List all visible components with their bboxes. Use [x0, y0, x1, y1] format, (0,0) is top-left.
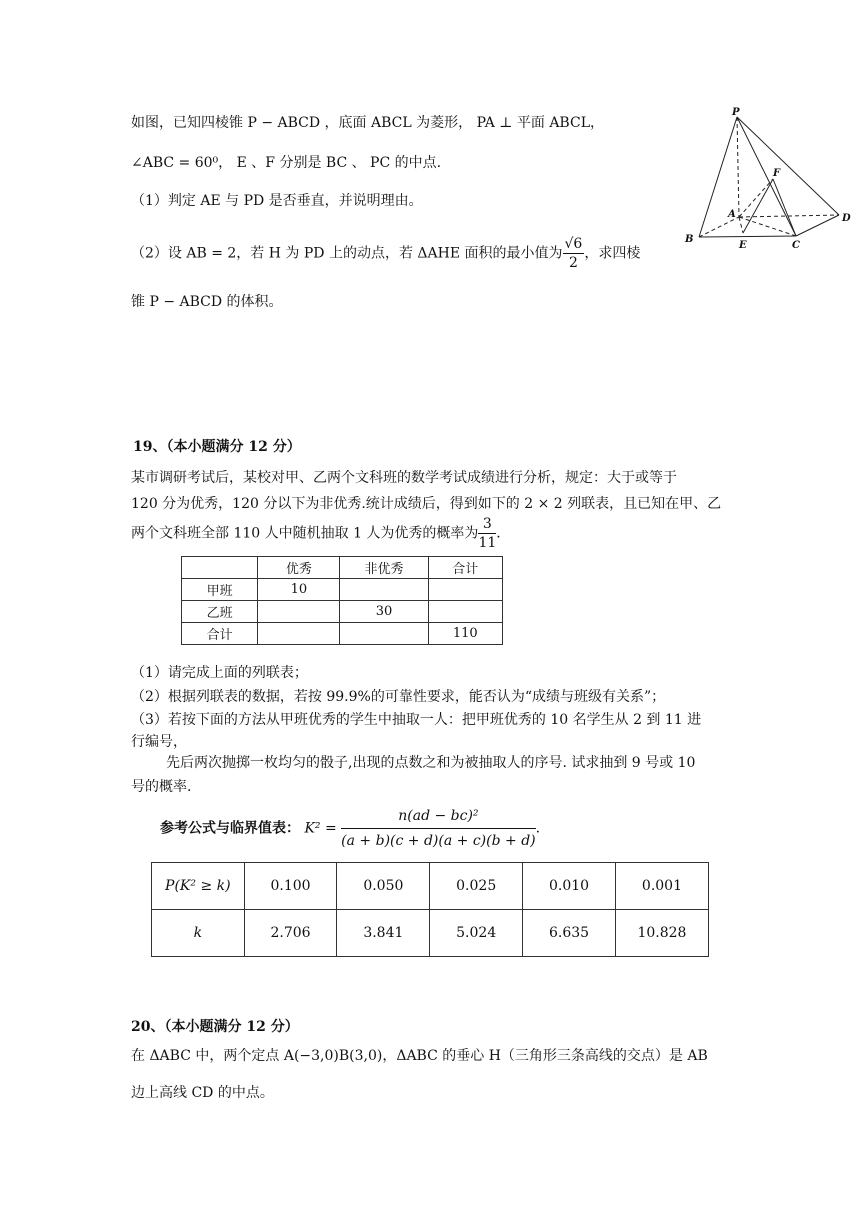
table-cell: 合计 — [428, 557, 502, 579]
q19-sub3a: （3）若按下面的方法从甲班优秀的学生中抽取一人：把甲班优秀的 10 名学生从 2 到 11 进 — [131, 712, 702, 728]
table-cell: 3.841 — [337, 910, 430, 957]
table-cell: 0.010 — [523, 863, 616, 910]
q19-para2: 120 分为优秀，120 分以下为非优秀.统计成绩后，得到如下的 2 × 2 列联表，且已知在甲、乙 — [131, 496, 722, 512]
q18-line1: 如图，已知四棱锥 P − ABCD ，底面 ABCL 为菱形， PA ⊥ 平面 ABCL， — [131, 115, 604, 131]
q19-sub3b: 行编号， — [131, 734, 187, 750]
table-cell — [428, 579, 502, 601]
table-cell: P(K² ≥ k) — [152, 863, 245, 910]
q19-formula — [160, 804, 540, 853]
formula-den: (a + b)(c + d)(a + c)(b + d) — [341, 833, 536, 849]
q19-para1: 某市调研考试后，某校对甲、乙两个文科班的数学考试成绩进行分析，规定：大于或等于 — [131, 470, 677, 486]
label-E: E — [739, 240, 747, 251]
q19-sub2: （2）根据列联表的数据，若按 99.9%的可靠性要求，能否认为“成绩与班级有关系”； — [131, 689, 666, 705]
table-row — [182, 601, 503, 623]
table-cell — [340, 579, 428, 601]
table-cell: 甲班 — [182, 579, 258, 601]
label-B: B — [685, 234, 694, 245]
table-cell: 30 — [340, 601, 428, 623]
formula-end: . — [535, 820, 541, 837]
table-cell: 110 — [428, 623, 502, 645]
q19-heading: 19、（本小题满分 12 分） — [133, 439, 301, 455]
table-cell: 10.828 — [615, 910, 708, 957]
pyramid-figure — [682, 105, 854, 255]
table-cell: 优秀 — [258, 557, 340, 579]
q19-prob-end: . — [496, 525, 501, 542]
table-cell: 合计 — [182, 623, 258, 645]
formula-lhs: K² = — [304, 820, 337, 837]
q19-prob-num: 3 — [478, 515, 496, 534]
table-cell: 0.025 — [430, 863, 523, 910]
label-P: P — [732, 107, 740, 118]
critical-value-table — [151, 862, 709, 957]
table-row — [182, 623, 503, 645]
q20-line2: 边上高线 CD 的中点。 — [131, 1085, 274, 1101]
label-F: F — [773, 168, 781, 179]
table-row — [152, 910, 709, 957]
q20-line1: 在 ΔABC 中，两个定点 A(−3,0)B(3,0)，ΔABC 的垂心 H（三角形三条高线的交点）是 AB — [131, 1048, 708, 1064]
table-cell — [258, 601, 340, 623]
q18-fraction-num: √6 — [564, 236, 583, 252]
table-cell: 10 — [258, 579, 340, 601]
q19-sub3d: 号的概率. — [131, 779, 192, 795]
q18-fraction — [563, 235, 585, 272]
q19-para3 — [131, 515, 501, 552]
table-row — [182, 557, 503, 579]
label-D: D — [842, 213, 851, 224]
table-cell: 乙班 — [182, 601, 258, 623]
q18-item2-end: ，求四棱 — [584, 245, 641, 262]
q18-fraction-den: 2 — [568, 255, 578, 271]
table-cell — [182, 557, 258, 579]
q18-item1: （1）判定 AE 与 PD 是否垂直，并说明理由。 — [131, 193, 423, 209]
formula-fraction — [341, 804, 535, 853]
table-cell: k — [152, 910, 245, 957]
contingency-table — [181, 556, 503, 645]
q19-para3-text: 两个文科班全部 110 人中随机抽取 1 人为优秀的概率为 — [131, 525, 479, 542]
table-cell — [428, 601, 502, 623]
table-cell: 2.706 — [244, 910, 337, 957]
table-cell — [258, 623, 340, 645]
table-cell: 0.050 — [337, 863, 430, 910]
q18-item2-text: （2）设 AB = 2，若 H 为 PD 上的动点，若 ΔAHE 面积的最小值为 — [131, 245, 563, 262]
formula-num: n(ad − bc)² — [341, 804, 535, 829]
label-C: C — [792, 240, 800, 251]
q18-item2 — [131, 235, 640, 272]
q19-sub3c: 先后两次抛掷一枚均匀的骰子,出现的点数之和为被抽取人的序号. 试求抽到 9 号或 10 — [166, 755, 696, 771]
q18-line2: ∠ABC = 60⁰， E 、F 分别是 BC 、 PC 的中点. — [131, 155, 442, 171]
table-cell: 5.024 — [430, 910, 523, 957]
table-row — [152, 863, 709, 910]
formula-label: 参考公式与临界值表： — [160, 820, 300, 837]
q20-heading: 20、（本小题满分 12 分） — [131, 1019, 299, 1035]
q19-prob-fraction — [478, 515, 496, 552]
q19-prob-den: 11 — [478, 535, 497, 551]
table-cell: 0.100 — [244, 863, 337, 910]
table-cell — [340, 623, 428, 645]
label-A: A — [728, 209, 736, 220]
table-cell: 6.635 — [523, 910, 616, 957]
table-row — [182, 579, 503, 601]
table-cell: 非优秀 — [340, 557, 428, 579]
q18-item2-cont: 锥 P − ABCD 的体积。 — [131, 294, 283, 310]
q19-sub1: （1）请完成上面的列联表； — [131, 665, 308, 681]
table-cell: 0.001 — [615, 863, 708, 910]
